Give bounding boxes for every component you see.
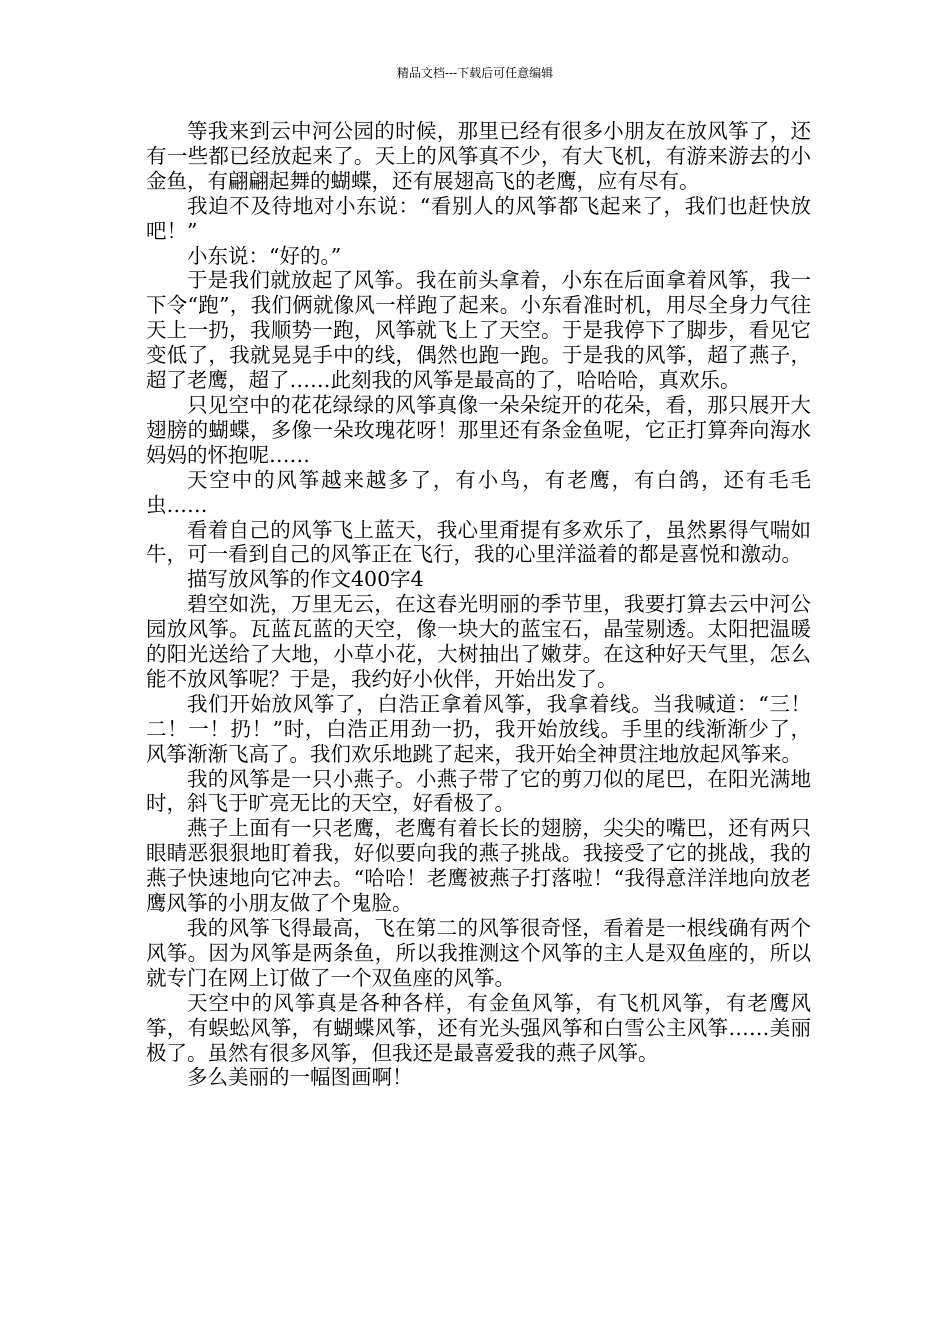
paragraph: 天空中的风筝越来越多了，有小鸟，有老鹰，有白鸽，还有毛毛虫…… xyxy=(146,467,811,517)
paragraph: 我们开始放风筝了，白浩正拿着风筝，我拿着线。当我喊道：“三！二！一！扔！”时，白浩正用劲一扔，我开始放线。手里的线渐渐少了，风筝渐渐飞高了。我们欢乐地跳了起来，我开始全神贯注地放起风筝来。 xyxy=(146,691,811,766)
paragraph: 我的风筝是一只小燕子。小燕子带了它的剪刀似的尾巴，在阳光满地时，斜飞于旷亮无比的天空，好看极了。 xyxy=(146,766,811,816)
paragraph: 我的风筝飞得最高，飞在第二的风筝很奇怪，看着是一根线确有两个风筝。因为风筝是两条鱼，所以我推测这个风筝的主人是双鱼座的，所以就专门在网上订做了一个双鱼座的风筝。 xyxy=(146,916,811,990)
paragraph: 碧空如洗，万里无云，在这春光明丽的季节里，我要打算去云中河公园放风筝。瓦蓝瓦蓝的天空，像一块大的蓝宝石，晶莹剔透。太阳把温暖的阳光送给了大地，小草小花，大树抽出了嫩芽。在这种好天气里，怎么能不放风筝呢？于是，我约好小伙伴，开始出发了。 xyxy=(146,592,811,691)
paragraph: 天空中的风筝真是各种各样，有金鱼风筝，有飞机风筝，有老鹰风筝，有蜈蚣风筝，有蝴蝶风筝，还有光头强风筝和白雪公主风筝……美丽极了。虽然有很多风筝，但我还是最喜爱我的燕子风筝。 xyxy=(146,990,811,1065)
paragraph: 只见空中的花花绿绿的风筝真像一朵朵绽开的花朵，看，那只展开大翅膀的蝴蝶，多像一朵玫瑰花呀！那里还有条金鱼呢，它正打算奔向海水妈妈的怀抱呢…… xyxy=(146,392,811,467)
document-body xyxy=(146,119,811,1090)
page-header: 精品文档---下载后可任意编辑 xyxy=(396,66,554,80)
paragraph: 于是我们就放起了风筝。我在前头拿着，小东在后面拿着风筝，我一下令“跑”，我们俩就像风一样跑了起来。小东看准时机，用尽全身力气往天上一扔，我顺势一跑，风筝就飞上了天空。于是我停下了脚步，看见它变低了，我就晃晃手中的线，偶然也跑一跑。于是我的风筝，超了燕子，超了老鹰，超了……此刻我的风筝是最高的了，哈哈哈，真欢乐。 xyxy=(146,268,811,393)
paragraph: 多么美丽的一幅图画啊！ xyxy=(187,1065,413,1090)
paragraph: 小东说：“好的。” xyxy=(187,243,342,268)
paragraph: 燕子上面有一只老鹰，老鹰有着长长的翅膀，尖尖的嘴巴，还有两只眼睛恶狠狠地盯着我，好似要向我的燕子挑战。我接受了它的挑战，我的燕子快速地向它冲去。“哈哈！老鹰被燕子打落啦！“我得意洋洋地向放老鹰风筝的小朋友做了个鬼脸。 xyxy=(146,816,811,916)
section-title: 描写放风筝的作文400字4 xyxy=(187,567,424,592)
paragraph: 看着自己的风筝飞上蓝天，我心里甭提有多欢乐了，虽然累得气喘如牛，可一看到自己的风筝正在飞行，我的心里洋溢着的都是喜悦和激动。 xyxy=(146,517,811,567)
paragraph: 等我来到云中河公园的时候，那里已经有很多小朋友在放风筝了，还有一些都已经放起来了。天上的风筝真不少，有大飞机，有游来游去的小金鱼，有翩翩起舞的蝴蝶，还有展翅高飞的老鹰，应有尽有。 xyxy=(146,119,811,193)
paragraph: 我迫不及待地对小东说：“看别人的风筝都飞起来了，我们也赶快放吧！” xyxy=(146,193,811,243)
